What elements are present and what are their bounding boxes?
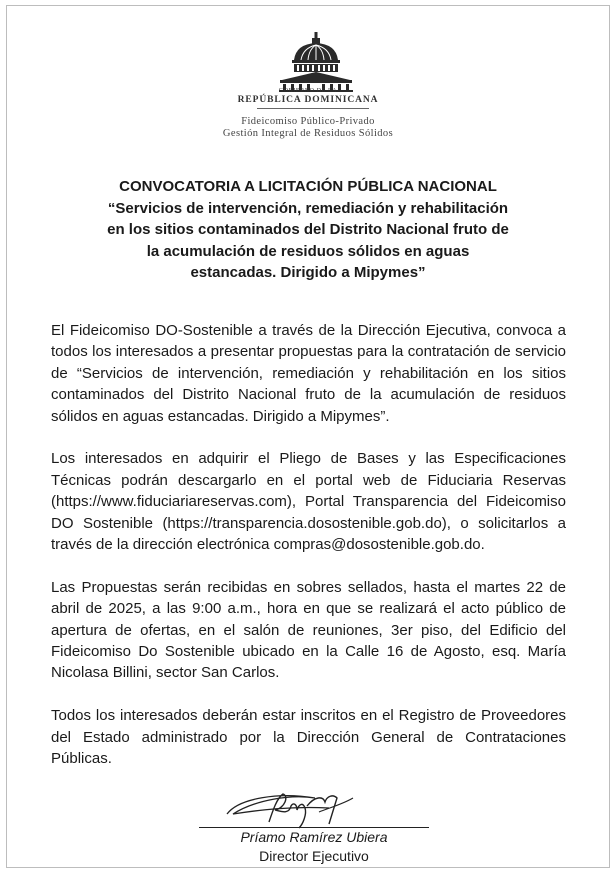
- signature-line: [199, 827, 429, 828]
- trust-subtitle: Gestión Integral de Residuos Sólidos: [222, 128, 394, 139]
- title-line: “Servicios de intervención, remediación y rehabilitación: [107, 199, 509, 217]
- body-paragraph: El Fideicomiso DO-Sostenible a través de la Dirección Ejecutiva, convoca a todos los interesados a presentar propuestas para la contratación de servicio de “Servicios de intervención, remediación y rehabilitación en los sitios contaminados del Distrito Nacional fruto de la acumulación de residuos sólidos en aguas estancadas. Dirigido a Mipymes”.: [51, 322, 566, 425]
- government-label-main: REPÚBLICA DOMINICANA: [237, 95, 379, 105]
- header-divider: [257, 108, 369, 109]
- handwritten-signature: [219, 784, 359, 832]
- title-line: en los sitios contaminados del Distrito Nacional fruto de: [107, 221, 509, 238]
- notice-title: [57, 176, 559, 284]
- title-line: CONVOCATORIA A LICITACIÓN PÚBLICA NACIONAL: [119, 178, 497, 195]
- document-page: [6, 5, 610, 868]
- notice-body: [51, 320, 566, 791]
- signatory-name: Príamo Ramírez Ubiera: [240, 829, 388, 845]
- body-paragraph: Las Propuestas serán recibidas en sobres sellados, hasta el martes 22 de abril de 2025, a las 9:00 a.m., hora en que se realizará el acto público de apertura de ofertas, en el salón de reuniones, 3er piso, del Edificio del Fideicomiso Do Sostenible ubicado en la Calle 16 de Agosto, esq. María Nicolasa Billini, sector San Carlos.: [51, 578, 566, 682]
- body-paragraph: Todos los interesados deberán estar inscritos en el Registro de Proveedores del Estado administrado por la Dirección General de Contrataciones Públicas.: [51, 707, 566, 768]
- title-line: estancadas. Dirigido a Mipymes”: [190, 264, 426, 281]
- trust-name: Fideicomiso Público-Privado: [241, 116, 375, 127]
- government-label-small: GOBIERNO DE LA: [278, 88, 338, 94]
- body-paragraph: Los interesados en adquirir el Pliego de Bases y las Especificaciones Técnicas podrán descargarlo en el portal web de Fiduciaria Reservas (https://www.fiduciariareservas.com), Portal Transparencia del Fideicomiso DO Sostenible (https://transparencia.dosostenible.gob.do), o solicitarlos a través de la dirección electrónica compras@dosostenible.gob.do.: [51, 450, 566, 554]
- government-crest-logo: [277, 30, 355, 92]
- signatory-title: Director Ejecutivo: [259, 848, 369, 864]
- title-line: la acumulación de residuos sólidos en aguas: [146, 242, 470, 260]
